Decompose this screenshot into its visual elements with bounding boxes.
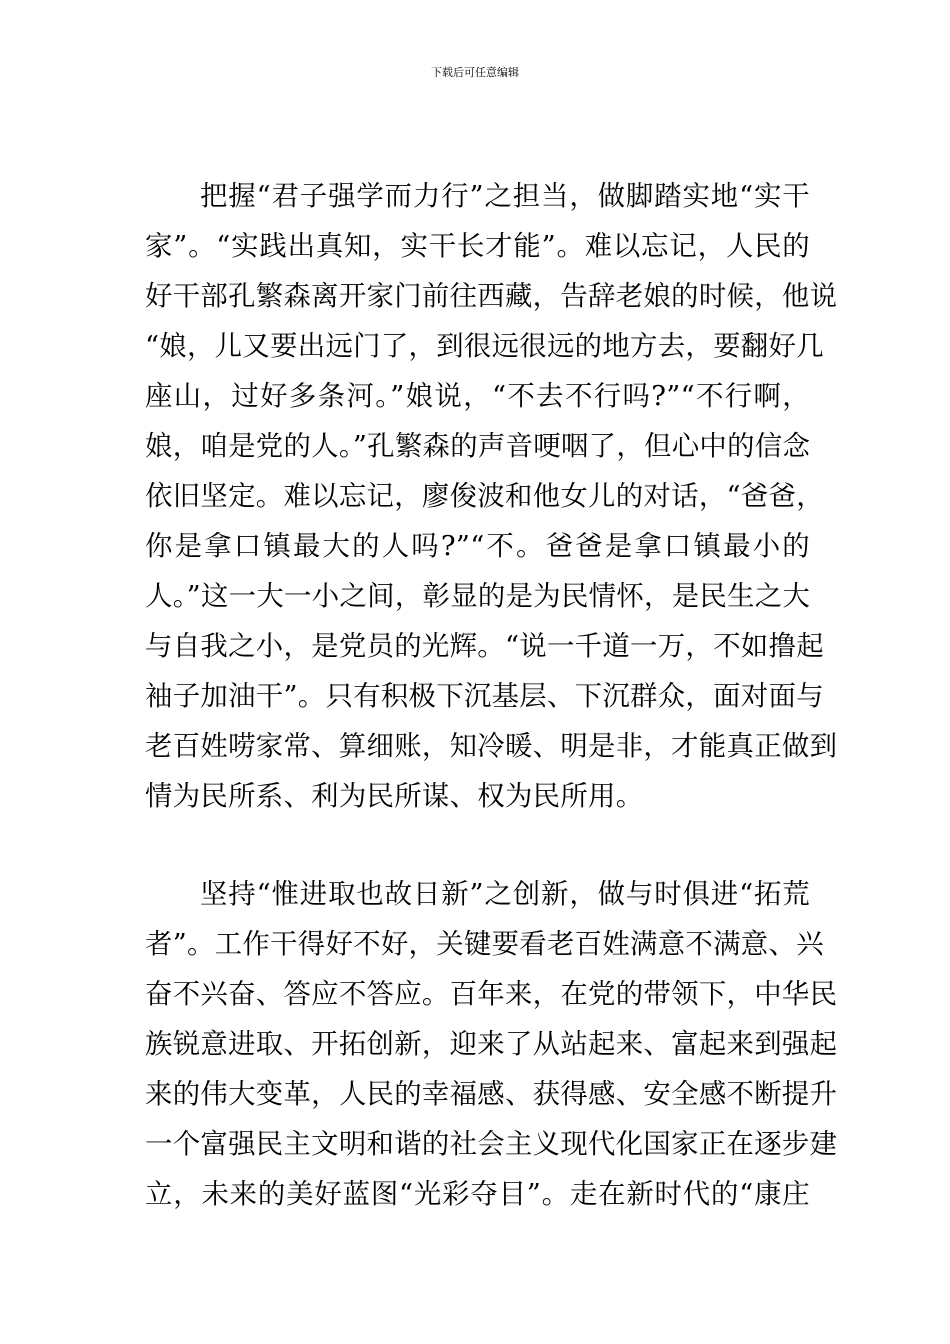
paragraph-line: “娘，儿又要出远门了，到很远很远的地方去，要翻好几 <box>145 331 824 362</box>
paragraph-line: 娘，咱是党的人。”孔繁森的声音哽咽了，但心中的信念 <box>145 431 811 462</box>
paragraph-line: 立，未来的美好蓝图“光彩夺目”。走在新时代的“康庄 <box>145 1179 810 1210</box>
paragraph-line: 者”。工作干得好不好，关键要看老百姓满意不满意、兴 <box>145 929 824 960</box>
paragraph-line: 依旧坚定。难以忘记，廖俊波和他女儿的对话，“爸爸， <box>145 481 824 512</box>
paragraph-line: 族锐意进取、开拓创新，迎来了从站起来、富起来到强起 <box>145 1029 838 1060</box>
paragraph-line: 坚持“惟进取也故日新”之创新，做与时俱进“拓荒 <box>200 879 810 910</box>
paragraph-line: 奋不兴奋、答应不答应。百年来，在党的带领下，中华民 <box>145 979 838 1010</box>
paragraph-line: 情为民所系、利为民所谋、权为民所用。 <box>145 781 644 812</box>
paragraph-line: 你是拿口镇最大的人吗?”“不。爸爸是拿口镇最小的 <box>145 531 810 562</box>
paragraph-line: 人。”这一大一小之间，彰显的是为民情怀，是民生之大 <box>145 581 811 612</box>
paragraph-line: 好干部孔繁森离开家门前往西藏，告辞老娘的时候，他说 <box>145 281 838 312</box>
paragraph-line: 把握“君子强学而力行”之担当，做脚踏实地“实干 <box>200 181 810 212</box>
paragraph-1 <box>145 172 838 822</box>
page-header-note: 下载后可任意编辑 <box>431 66 519 79</box>
paragraph-line: 座山，过好多条河。”娘说，“不去不行吗?”“不行啊， <box>145 381 810 412</box>
paragraph-line: 家”。“实践出真知，实干长才能”。难以忘记，人民的 <box>145 231 810 262</box>
paragraph-line: 与自我之小，是党员的光辉。“说一千道一万，不如撸起 <box>145 631 824 662</box>
paragraph-line: 老百姓唠家常、算细账，知冷暖、明是非，才能真正做到 <box>145 731 838 762</box>
paragraph-line: 来的伟大变革，人民的幸福感、获得感、安全感不断提升 <box>145 1079 838 1110</box>
paragraph-line: 袖子加油干”。只有积极下沉基层、下沉群众，面对面与 <box>145 681 824 712</box>
paragraph-2 <box>145 870 838 1220</box>
paragraph-line: 一个富强民主文明和谐的社会主义现代化国家正在逐步建 <box>145 1129 838 1160</box>
